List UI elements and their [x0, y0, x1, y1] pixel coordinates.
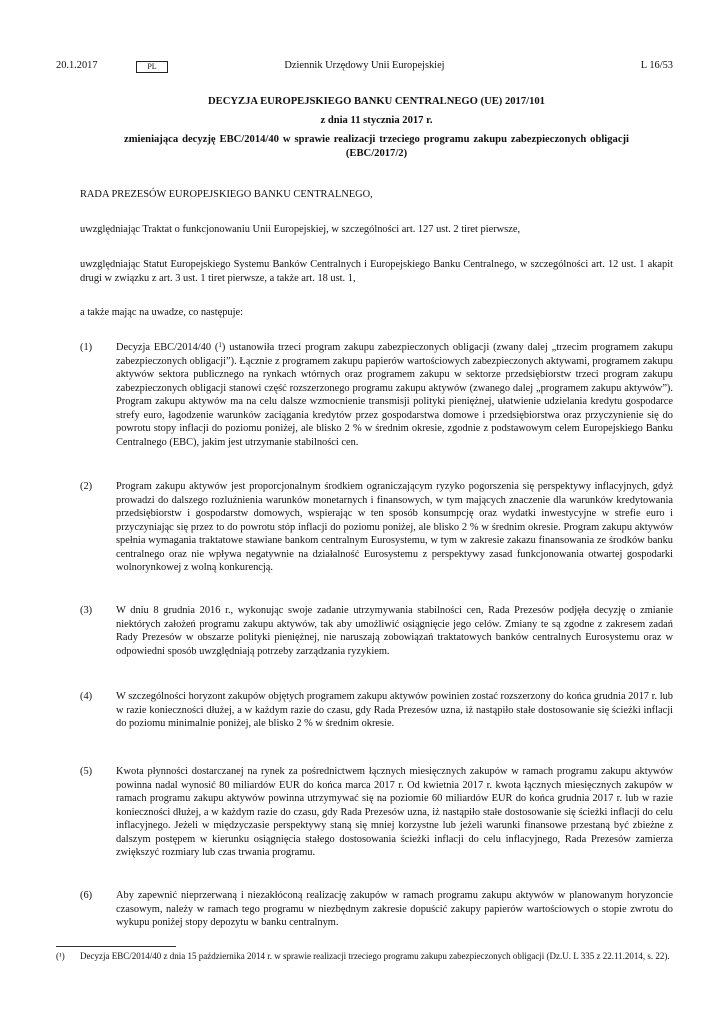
- decision-subject: zmieniająca decyzję EBC/2014/40 w sprawie realizacji trzeciego programu zakupu zabezpieczonych obligacji (EBC/2017/2): [124, 134, 629, 159]
- recital-number: (6): [80, 890, 93, 901]
- recital-number: (5): [80, 766, 93, 777]
- treaty-citation: uwzględniając Traktat o funkcjonowaniu Unii Europejskiej, w szczególności art. 127 ust. 2 tiret pierwsze,: [80, 224, 521, 235]
- decision-date: z dnia 11 stycznia 2017 r.: [320, 115, 433, 126]
- recital-text: W dniu 8 grudnia 2016 r., wykonując swoje zadanie utrzymywania stabilności cen, Rada Prezesów podjęła decyzję o zmianie niektórych założeń programu zakupu aktywów, tak aby umożliwić osiągnięcie jego celów. Zmiany te są zgodne z zakresem zadań Rady Prezesów w obszarze polityki pieniężnej, nie naruszają zobowiązań traktatowych banków centralnych Eurosystemu oraz w odpowiedni sposób uwzględniają potrzeby zarządzania ryzykiem.: [116, 605, 673, 657]
- recital-text: Aby zapewnić nieprzerwaną i niezakłóconą realizację zakupów w ramach programu zakupu aktywów w planowanym horyzoncie czasowym, należy w ramach tego programu w niezbędnym zakresie dopuścić zakupy papierów wartościowych o stopie zwrotu do wykupu poniżej stopy depozytu w banku centralnym.: [116, 890, 673, 928]
- statute-citation: uwzględniając Statut Europejskiego Systemu Banków Centralnych i Europejskiego Banku Centralnego, w szczególności art. 12 ust. 1 akapit drugi w związku z art. 3 ust. 1 tiret pierwsze, a także art. 18 ust. 1,: [80, 259, 673, 284]
- footnote-text: Decyzja EBC/2014/40 z dnia 15 października 2014 r. w sprawie realizacji trzeciego programu zakupu zabezpieczonych obligacji (Dz.U. L 335 z 22.11.2014, s. 22).: [80, 951, 670, 961]
- page-header: [56, 58, 673, 74]
- publication-date: 20.1.2017: [56, 60, 98, 71]
- footnote-divider: [56, 946, 176, 947]
- recital-number: (2): [80, 481, 93, 492]
- recital-number: (4): [80, 691, 93, 702]
- language-badge: PL: [136, 61, 168, 73]
- recital-text: W szczególności horyzont zakupów objętych programem zakupu aktywów powinien zostać rozszerzony do końca grudnia 2017 r. lub w razie konieczności dłużej, a w każdym razie do czasu, gdy Rada Prezesów uzna, iż nastąpiło stałe dostosowanie się ścieżki inflacji do poziomu minimalnie poniżej, ale blisko 2 % w średnim okresie.: [116, 691, 673, 729]
- whereas-line: a także mając na uwadze, co następuje:: [80, 307, 243, 318]
- council-line: RADA PREZESÓW EUROPEJSKIEGO BANKU CENTRALNEGO,: [80, 189, 373, 200]
- recital-text: Program zakupu aktywów jest proporcjonalnym środkiem ograniczającym ryzyko pogorszenia się perspektywy inflacyjnych, gdyż prowadzi do dalszego rozluźnienia warunków monetarnych i finansowych, w tym mających znaczenie dla warunków kredytowania przedsiębiorstw i gospodarstw domowych, wspierając w ten sposób konsumpcję oraz wydatki inwestycyjne w strefie euro i przyczyniając się przez to do powrotu stóp inflacji do poziomu poniżej, ale blisko 2 % w średnim okresie. Program zakupu aktywów spełnia wymagania traktatowe stawiane bankom centralnym Eurosystemu, w tym w zakresie zakazu finansowania ze środków banku centralnego oraz nie wpływa negatywnie na działalność Eurosystemu z perspektywy zasad funkcjonowania otwartej gospodarki wolnorynkowej z wolną konkurencją.: [116, 481, 673, 573]
- document-title: [80, 95, 673, 161]
- recital-number: (1): [80, 342, 93, 353]
- journal-title: Dziennik Urzędowy Unii Europejskiej: [284, 60, 445, 71]
- footnote-number: (¹): [56, 951, 65, 961]
- footnote-ref[interactable]: 1: [218, 341, 222, 349]
- recital-text: Kwota płynności dostarczanej na rynek za pośrednictwem łącznych miesięcznych zakupów w ramach programu zakupu aktywów powinna nadal wynosić 80 miliardów EUR do końca marca 2017 r. Od kwietnia 2017 r. kwota łącznych miesięcznych zakupów w ramach programu zakupu aktywów powinna utrzymywać się na poziomie 60 miliardów EUR do końca grudnia 2017 r. lub w razie konieczności dłużej, a w każdym razie do czasu, gdy Rada Prezesów uzna, iż nastąpiło stałe dostosowanie się ścieżki inflacji do celu inflacyjnego. Jeżeli w międzyczasie perspektywy staną się mniej korzystne lub jeżeli warunki finansowe przestaną być zbieżne z dalszym postępem w kierunku osiągnięcia stałego dostosowania ścieżki inflacji do celu inflacyjnego, Rada Prezesów zamierza zwiększyć rozmiary lub czas trwania programu.: [116, 766, 673, 858]
- recital-text: Decyzja EBC/2014/40 ($^1$) ustanowiła trzeci program zakupu zabezpieczonych obligacji (zwany dalej „trzecim programem zakupu zabezpieczonych obligacji”). Łącznie z programem zakupu papierów wartościowych zabezpieczonych aktywami, programem zakupu aktywów sektora publicznego na rynkach wtórnych oraz programem zakupu w sektorze przedsiębiorstw trzeci program zakupu zabezpieczonych obligacji stanowi część rozszerzonego programu zakupu aktywów (zwanego dalej „programem zakupu aktywów”). Program zakupu aktywów ma na celu dalsze wzmocnienie transmisji polityki pieniężnej, ułatwienie udzielania kredytu gospodarce strefy euro, łagodzenie warunków zaciągania kredytów przez gospodarstwa domowe i przedsiębiorstwa oraz przyczynienie się do powrotu stopy inflacji do poziomu poniżej, ale blisko 2 % w średnim okresie, zgodnie z podstawowym celem Europejskiego Banku Centralnego (EBC), jakim jest utrzymanie stabilności cen.: [116, 341, 674, 448]
- page-number: L 16/53: [640, 60, 673, 71]
- decision-title: DECYZJA EUROPEJSKIEGO BANKU CENTRALNEGO (UE) 2017/101: [208, 96, 545, 107]
- recital-number: (3): [80, 605, 93, 616]
